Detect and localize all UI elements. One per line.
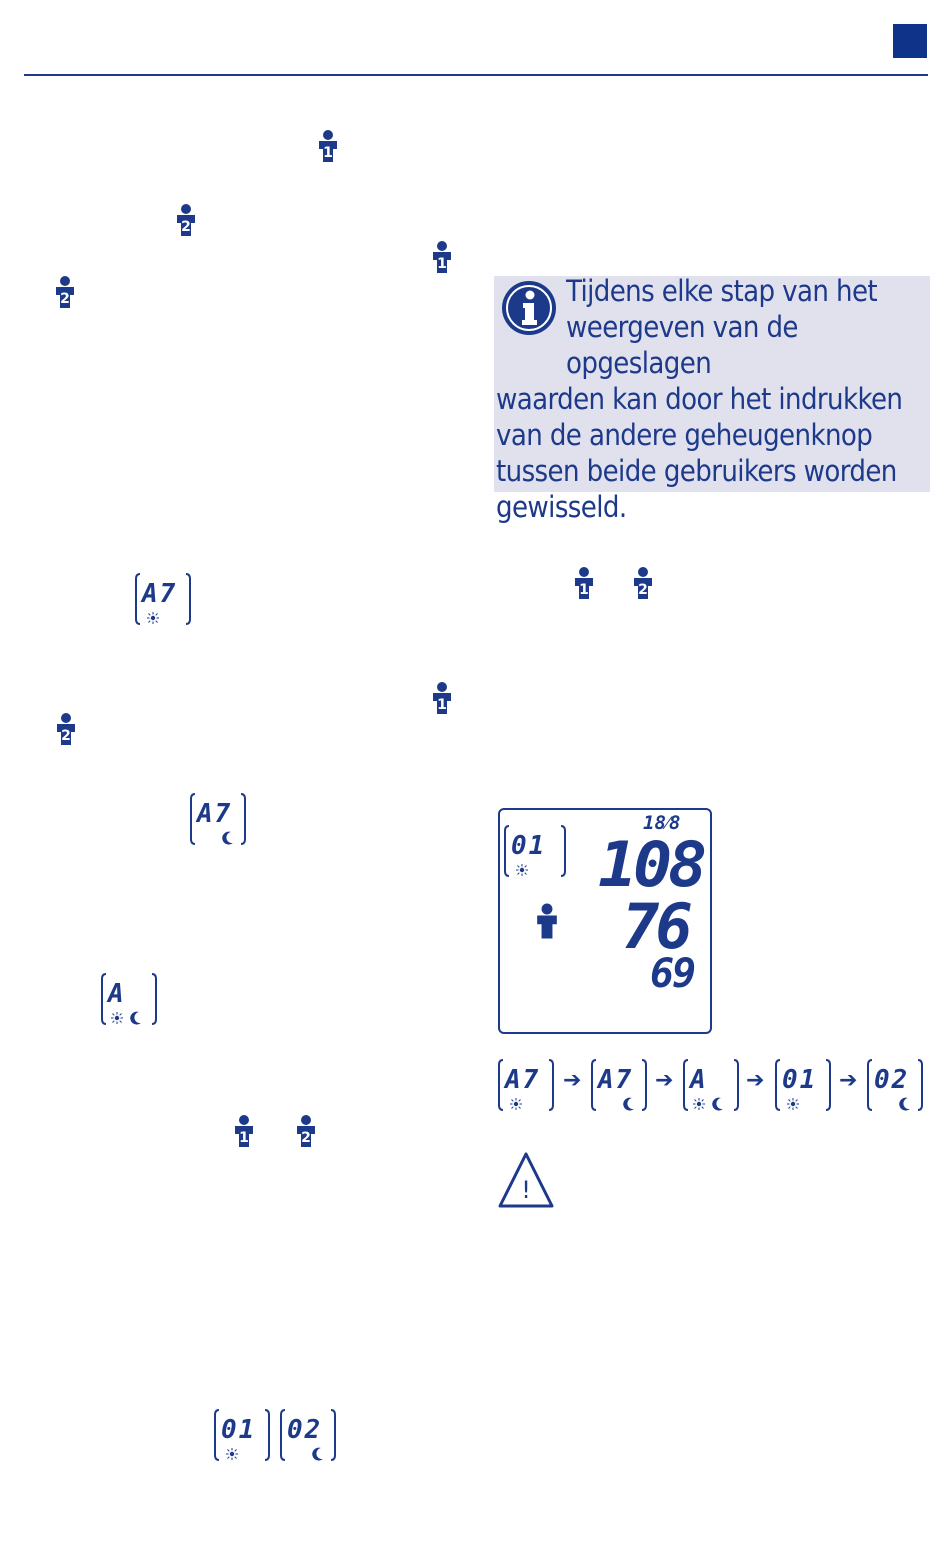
user2-icon: 2 xyxy=(175,204,197,236)
info-line-4: van de andere geheugenknop xyxy=(496,418,873,452)
memory-label: A xyxy=(690,1065,708,1095)
memory-label: 02 xyxy=(874,1065,910,1095)
user-icon xyxy=(535,903,559,939)
memory-avg-all-symbol xyxy=(134,572,192,626)
lcd-pulse: 69 xyxy=(650,951,695,997)
sun-icon xyxy=(111,1012,123,1024)
sequence-mem02 xyxy=(866,1058,924,1112)
user2-icon: 2 xyxy=(632,567,654,599)
svg-text:!: ! xyxy=(521,1176,531,1204)
memory-label: A xyxy=(108,979,126,1009)
info-line-3: waarden kan door het indrukken xyxy=(496,382,903,416)
moon-icon xyxy=(222,832,233,845)
chapter-marker xyxy=(893,24,927,58)
sequence-avg-evening xyxy=(590,1058,648,1112)
sun-icon xyxy=(516,864,528,876)
sequence-avg-all xyxy=(497,1058,555,1112)
sun-icon xyxy=(226,1448,238,1460)
info-line-1: Tijdens elke stap van het xyxy=(566,274,878,308)
lcd-diastolic: 76 xyxy=(622,890,689,963)
arrow-icon: ➔ xyxy=(746,1068,765,1093)
user2-icon: 2 xyxy=(295,1115,317,1147)
lcd-systolic: 108 xyxy=(598,828,703,901)
arrow-icon: ➔ xyxy=(655,1068,674,1093)
moon-icon xyxy=(312,1448,323,1461)
sun-icon xyxy=(147,612,159,624)
user2-icon: 2 xyxy=(54,276,76,308)
sequence-avg-both xyxy=(682,1058,740,1112)
sun-icon xyxy=(787,1098,799,1110)
user1-icon: 1 xyxy=(431,682,453,714)
memory-avg-evening-symbol xyxy=(189,792,247,846)
user1-icon: 1 xyxy=(233,1115,255,1147)
memory-label: 01 xyxy=(221,1415,257,1445)
user1-icon: 1 xyxy=(317,130,339,162)
header-rule xyxy=(24,74,928,76)
info-line-2: weergeven van de opgeslagen xyxy=(566,310,798,380)
user2-icon: 2 xyxy=(55,713,77,745)
memory-label: A7 xyxy=(197,799,233,829)
moon-icon xyxy=(712,1098,723,1111)
moon-icon xyxy=(899,1098,910,1111)
memory-label: 02 xyxy=(287,1415,323,1445)
memory-label: A7 xyxy=(505,1065,541,1095)
arrow-icon: ➔ xyxy=(839,1068,858,1093)
arrow-icon: ➔ xyxy=(563,1068,582,1093)
memory-avg-both-symbol xyxy=(100,972,158,1026)
memory-label: A7 xyxy=(142,579,178,609)
info-line-5: tussen beide gebruikers worden xyxy=(496,454,897,488)
warning-triangle-icon xyxy=(497,1150,555,1210)
info-note-text xyxy=(496,273,932,525)
memory-label: A7 xyxy=(598,1065,634,1095)
sun-icon xyxy=(693,1098,705,1110)
memory-label: 01 xyxy=(511,831,547,861)
sun-icon xyxy=(510,1098,522,1110)
sequence-mem01 xyxy=(774,1058,832,1112)
memory-01-symbol xyxy=(213,1408,271,1462)
lcd-date: 18⁄8 xyxy=(643,812,681,834)
moon-icon xyxy=(623,1098,634,1111)
info-line-6: gewisseld. xyxy=(496,490,627,524)
user1-icon: 1 xyxy=(573,567,595,599)
memory-02-symbol xyxy=(279,1408,337,1462)
memory-label: 01 xyxy=(782,1065,818,1095)
moon-icon xyxy=(130,1012,141,1025)
lcd-memory-symbol xyxy=(503,824,567,878)
user1-icon: 1 xyxy=(431,241,453,273)
